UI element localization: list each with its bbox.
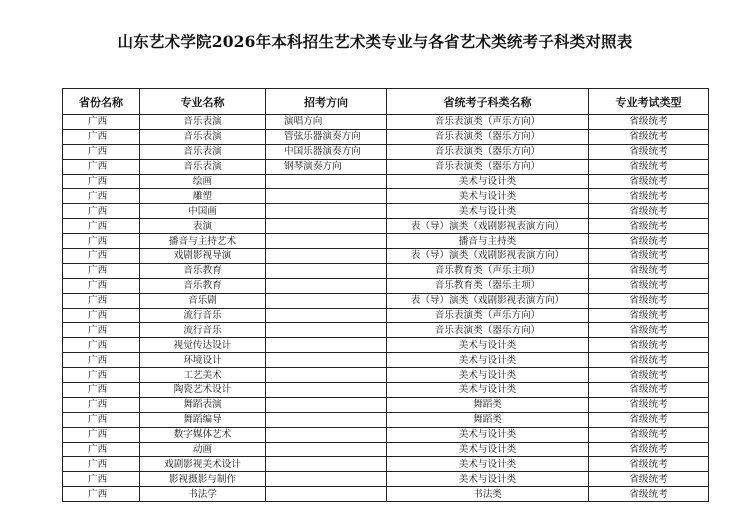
cell-province: 广西 [63,323,140,338]
cell-direction [266,412,387,427]
cell-direction [266,368,387,383]
cell-direction [266,427,387,442]
cell-subcategory: 音乐表演类（声乐方向） [387,115,589,130]
cell-exam-type: 省级统考 [589,204,709,219]
table-row [63,219,709,234]
comparison-table [62,88,709,502]
cell-direction [266,278,387,293]
cell-province: 广西 [63,219,140,234]
cell-direction [266,472,387,487]
cell-direction [266,174,387,189]
cell-major: 戏剧影视美术设计 [140,457,266,472]
cell-province: 广西 [63,278,140,293]
cell-subcategory: 美术与设计类 [387,338,589,353]
cell-province: 广西 [63,412,140,427]
cell-exam-type: 省级统考 [589,159,709,174]
cell-subcategory: 美术与设计类 [387,353,589,368]
cell-direction: 钢琴演奏方向 [266,159,387,174]
table-row [63,129,709,144]
document-title: 山东艺术学院2026年本科招生艺术类专业与各省艺术类统考子科类对照表 [117,32,633,51]
cell-subcategory: 美术与设计类 [387,427,589,442]
cell-major: 音乐剧 [140,293,266,308]
cell-exam-type: 省级统考 [589,353,709,368]
cell-exam-type: 省级统考 [589,234,709,249]
cell-major: 雕塑 [140,189,266,204]
table-row [63,159,709,174]
cell-major: 音乐表演 [140,144,266,159]
table-row [63,308,709,323]
cell-province: 广西 [63,442,140,457]
cell-subcategory: 美术与设计类 [387,442,589,457]
cell-subcategory: 舞蹈类 [387,412,589,427]
table-row [63,115,709,130]
cell-province: 广西 [63,204,140,219]
cell-direction [266,189,387,204]
table-row [63,457,709,472]
cell-direction [266,263,387,278]
cell-subcategory: 音乐教育类（声乐主项） [387,263,589,278]
table-body [63,115,709,502]
cell-province: 广西 [63,472,140,487]
cell-major: 数字媒体艺术 [140,427,266,442]
cell-province: 广西 [63,457,140,472]
table-row [63,263,709,278]
cell-exam-type: 省级统考 [589,442,709,457]
cell-province: 广西 [63,293,140,308]
cell-province: 广西 [63,174,140,189]
cell-major: 工艺美术 [140,368,266,383]
cell-exam-type: 省级统考 [589,427,709,442]
table-row [63,323,709,338]
cell-direction [266,249,387,264]
cell-exam-type: 省级统考 [589,308,709,323]
cell-province: 广西 [63,249,140,264]
table-row [63,204,709,219]
cell-major: 影视摄影与制作 [140,472,266,487]
cell-exam-type: 省级统考 [589,338,709,353]
cell-major: 流行音乐 [140,323,266,338]
cell-major: 陶瓷艺术设计 [140,383,266,398]
cell-major: 音乐教育 [140,263,266,278]
cell-exam-type: 省级统考 [589,323,709,338]
table-row [63,442,709,457]
cell-subcategory: 美术与设计类 [387,383,589,398]
cell-subcategory: 音乐表演类（声乐方向） [387,308,589,323]
cell-direction: 管弦乐器演奏方向 [266,129,387,144]
cell-exam-type: 省级统考 [589,383,709,398]
cell-direction [266,323,387,338]
cell-major: 舞蹈编导 [140,412,266,427]
cell-exam-type: 省级统考 [589,293,709,308]
cell-province: 广西 [63,427,140,442]
cell-subcategory: 美术与设计类 [387,472,589,487]
cell-exam-type: 省级统考 [589,129,709,144]
cell-exam-type: 省级统考 [589,189,709,204]
cell-direction [266,442,387,457]
cell-province: 广西 [63,263,140,278]
cell-subcategory: 书法类 [387,487,589,502]
table-row [63,368,709,383]
cell-major: 书法学 [140,487,266,502]
cell-direction [266,338,387,353]
cell-major: 视觉传达设计 [140,338,266,353]
cell-province: 广西 [63,368,140,383]
cell-subcategory: 表（导）演类（戏剧影视表演方向） [387,293,589,308]
header-province: 省份名称 [63,89,140,115]
cell-subcategory: 舞蹈类 [387,397,589,412]
cell-subcategory: 美术与设计类 [387,368,589,383]
header-direction: 招考方向 [266,89,387,115]
cell-direction: 中国乐器演奏方向 [266,144,387,159]
cell-major: 音乐表演 [140,115,266,130]
cell-direction [266,487,387,502]
cell-direction [266,204,387,219]
cell-subcategory: 美术与设计类 [387,189,589,204]
table-row [63,412,709,427]
table-row [63,293,709,308]
cell-subcategory: 音乐表演类（器乐方向） [387,129,589,144]
cell-major: 流行音乐 [140,308,266,323]
cell-exam-type: 省级统考 [589,472,709,487]
cell-province: 广西 [63,234,140,249]
cell-province: 广西 [63,397,140,412]
cell-province: 广西 [63,189,140,204]
table-row [63,472,709,487]
cell-major: 音乐表演 [140,159,266,174]
table-row [63,278,709,293]
cell-exam-type: 省级统考 [589,219,709,234]
cell-province: 广西 [63,383,140,398]
cell-major: 绘画 [140,174,266,189]
cell-subcategory: 播音与主持类 [387,234,589,249]
cell-exam-type: 省级统考 [589,249,709,264]
cell-province: 广西 [63,353,140,368]
cell-major: 播音与主持艺术 [140,234,266,249]
cell-major: 中国画 [140,204,266,219]
cell-exam-type: 省级统考 [589,457,709,472]
cell-major: 环境设计 [140,353,266,368]
table-row [63,383,709,398]
cell-direction [266,234,387,249]
cell-exam-type: 省级统考 [589,263,709,278]
cell-direction [266,353,387,368]
table-row [63,234,709,249]
cell-exam-type: 省级统考 [589,368,709,383]
cell-exam-type: 省级统考 [589,487,709,502]
cell-direction: 演唱方向 [266,115,387,130]
cell-subcategory: 音乐教育类（器乐主项） [387,278,589,293]
cell-exam-type: 省级统考 [589,278,709,293]
table-row [63,353,709,368]
table-header-row [63,89,709,115]
cell-direction [266,293,387,308]
header-major: 专业名称 [140,89,266,115]
cell-subcategory: 美术与设计类 [387,174,589,189]
cell-major: 音乐教育 [140,278,266,293]
table-row [63,487,709,502]
cell-province: 广西 [63,487,140,502]
table-row [63,189,709,204]
cell-direction [266,308,387,323]
cell-province: 广西 [63,338,140,353]
cell-subcategory: 音乐表演类（器乐方向） [387,144,589,159]
table-row [63,249,709,264]
cell-direction [266,397,387,412]
cell-province: 广西 [63,129,140,144]
cell-subcategory: 表（导）演类（戏剧影视表演方向） [387,249,589,264]
cell-province: 广西 [63,115,140,130]
cell-subcategory: 美术与设计类 [387,457,589,472]
cell-province: 广西 [63,144,140,159]
header-subcategory: 省统考子科类名称 [387,89,589,115]
cell-major: 动画 [140,442,266,457]
table-row [63,427,709,442]
cell-exam-type: 省级统考 [589,174,709,189]
table-row [63,338,709,353]
cell-major: 戏剧影视导演 [140,249,266,264]
cell-exam-type: 省级统考 [589,397,709,412]
cell-province: 广西 [63,308,140,323]
cell-exam-type: 省级统考 [589,144,709,159]
cell-subcategory: 音乐表演类（器乐方向） [387,323,589,338]
table-row [63,397,709,412]
cell-direction [266,219,387,234]
cell-direction [266,457,387,472]
cell-subcategory: 表（导）演类（戏剧影视表演方向） [387,219,589,234]
cell-major: 表演 [140,219,266,234]
cell-subcategory: 美术与设计类 [387,204,589,219]
cell-province: 广西 [63,159,140,174]
cell-subcategory: 音乐表演类（器乐方向） [387,159,589,174]
table-row [63,174,709,189]
table-row [63,144,709,159]
cell-exam-type: 省级统考 [589,115,709,130]
header-exam-type: 专业考试类型 [589,89,709,115]
cell-major: 舞蹈表演 [140,397,266,412]
cell-major: 音乐表演 [140,129,266,144]
cell-exam-type: 省级统考 [589,412,709,427]
cell-direction [266,383,387,398]
